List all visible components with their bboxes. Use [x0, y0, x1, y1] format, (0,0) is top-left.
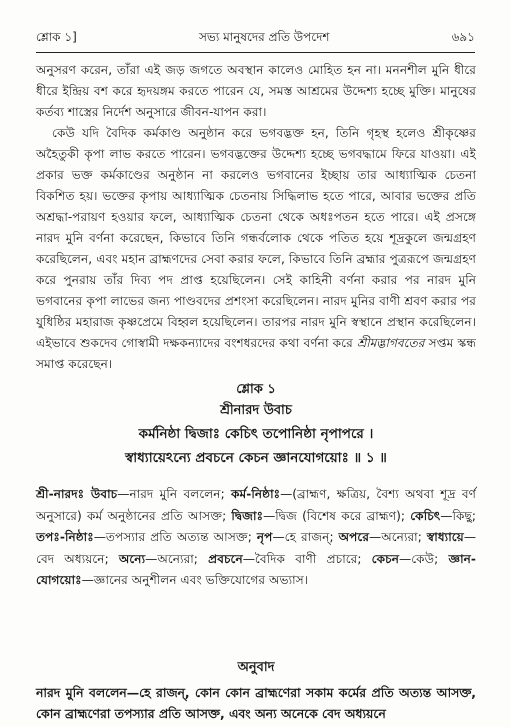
synonym-term: তপঃ-নিষ্ঠাঃ	[36, 530, 94, 544]
verse-line-2: স্বাধ্যায়েঽন্যে প্রবচনে কেচন জ্ঞানযোগয়োঃ ॥ ১ ॥	[125, 450, 387, 466]
synonym-meaning: —নারদ মুনি বললেন;	[117, 487, 232, 501]
synonym-meaning: —তপস্যার প্রতি অত্যন্ত আসক্ত;	[93, 530, 257, 544]
synonym-meaning: —কেউ;	[399, 551, 449, 566]
header-verse-ref: শ্লোক ১]	[36, 30, 77, 44]
synonym-meaning: —(ব্রাহ্মণ, ক্ষত্রিয়, বৈশ্য অথবা শূদ্র বর্ণ অনুসারে) কর্ম অনুষ্ঠানের প্রতি আসক্ত;	[36, 487, 477, 523]
synonym-meaning: —অন্যেরা;	[145, 551, 209, 566]
synonyms-paragraph	[36, 484, 476, 592]
synonym-meaning: —কিছু;	[440, 508, 476, 523]
synonym-meaning: —দ্বিজ (বিশেষ করে ব্রাহ্মণ);	[263, 508, 411, 523]
synonym-term: অন্যে	[118, 551, 146, 566]
synonym-term: কেচিৎ	[410, 508, 441, 523]
synonym-term: কর্ম-নিষ্ঠাঃ	[231, 487, 281, 501]
synonym-meaning: —বেদ অধ্যয়নে;	[36, 530, 476, 566]
page-header	[36, 30, 475, 48]
synonym-meaning: —হে রাজন্;	[272, 530, 339, 544]
synonym-term: প্রবচনে	[208, 551, 243, 566]
purport-paragraph-2-main: কেউ যদি বৈদিক কর্মকাণ্ড অনুষ্ঠান করে ভগবদ্ভক্ত হন, তিনি গৃহস্থ হলেও শ্রীকৃষ্ণের অহৈতুকী কৃপা লাভ করতে পারেন। ভগবদ্ভক্তের উদ্দেশ্য হচ্ছে ভগবদ্ধামে ফিরে যাওয়া। এই প্রকার ভক্ত কর্মকাণ্ডের অনুষ্ঠান না করলেও ভগবানের ইচ্ছায় তার আধ্যাত্মিক চেতনা বিকশিত হয়। ভক্তের কৃপায় আধ্যাত্মিক চেতনায় সিদ্ধিলাভ হতে পারে, আবার ভক্তের প্রতি অশ্রদ্ধা-পরায়ণ হওয়ার ফলে, আধ্যাত্মিক চেতনা থেকে অধঃপতন হতে পারে। এই প্রসঙ্গে নারদ মুনি বর্ণনা করেছেন, কিভাবে তিনি গন্ধর্বলোক থেকে পতিত হয়ে শূদ্রকুলে জন্মগ্রহণ করেছিলেন, এবং মহান ব্রাহ্মণদের সেবা করার ফলে, কিভাবে তিনি ব্রহ্মার পুত্ররূপে জন্মগ্রহণ করে পুনরায় তাঁর দিব্য পদ প্রাপ্ত হয়েছিলেন। সেই কাহিনী বর্ণনা করার পর নারদ মুনি ভগবানের কৃপা লাভের জন্য পাণ্ডবদের প্রশংসা করেছিলেন। নারদ মুনির বাণী শ্রবণ করার পর যুধিষ্ঠির মহারাজ কৃষ্ণপ্রেমে বিহ্বল হয়েছিলেন। তারপর নারদ মুনি স্বস্থানে প্রস্থান করেছিলেন। এইভাবে শুকদেব গোস্বামী দক্ষকন্যাদের বংশধরদের কথা বর্ণনা করে	[36, 126, 476, 350]
header-chapter-title: সভ্য মানুষদের প্রতি উপদেশ	[198, 30, 330, 44]
synonym-term: জ্ঞান-যোগয়োঃ	[36, 551, 476, 587]
synonym-term: দ্বিজাঃ	[231, 508, 264, 523]
synonym-meaning: —বৈদিক বাণী প্রচারে;	[242, 551, 372, 566]
synonym-meaning: —জ্ঞানের অনুশীলন এবং ভক্তিযোগের অভ্যাস।	[81, 573, 309, 587]
header-divider	[36, 52, 475, 53]
translation-text: নারদ মুনি বললেন—হে রাজন্, কোন কোন ব্রাহ্মণেরা সকাম কর্মের প্রতি অত্যন্ত আসক্ত, কোন ব্রাহ্মণেরা তপস্যার প্রতি আসক্ত, এবং অন্য অনেকে বেদ অধ্যয়নে	[36, 685, 476, 721]
book-title-italic: শ্রীমদ্ভাগবতের	[356, 336, 425, 350]
synonym-term: কেচন	[371, 551, 399, 566]
verse-heading: শ্লোক ১	[236, 382, 276, 397]
header-page-number: ৬৯১	[451, 30, 475, 44]
synonym-term: অপরে	[338, 530, 370, 544]
verse-speaker: শ্রীনারদ উবাচ	[220, 403, 292, 418]
synonym-term: শ্রী-নারদঃ উবাচ	[36, 487, 118, 501]
synonym-term: স্বাধ্যায়ে	[426, 530, 464, 544]
purport-paragraph-2	[36, 123, 476, 375]
translation-heading: অনুবাদ	[237, 660, 275, 675]
synonym-term: নৃপ	[256, 530, 273, 544]
verse-line-1: কর্মনিষ্ঠা দ্বিজাঃ কেচিৎ তপোনিষ্ঠা নৃপাপরে ।	[138, 426, 374, 442]
synonym-meaning: —অন্যেরা;	[369, 530, 427, 544]
purport-paragraph-2-end: সপ্তম স্কন্ধ সমাপ্ত করেছেন।	[36, 336, 476, 371]
purport-paragraph-1: অনুসরণ করেন, তাঁরা এই জড় জগতে অবস্থান কালেও মোহিত হন না। মননশীল মুনি ধীরে ধীরে ইন্দ্রিয় বশ করে হৃদয়ঙ্গম করতে পারেন যে, সমস্ত আশ্রমের উদ্দেশ্য হচ্ছে মুক্তি। মানুষের কর্তব্য শাস্ত্রের নির্দেশ অনুসারে জীবন-যাপন করা।	[36, 63, 476, 119]
